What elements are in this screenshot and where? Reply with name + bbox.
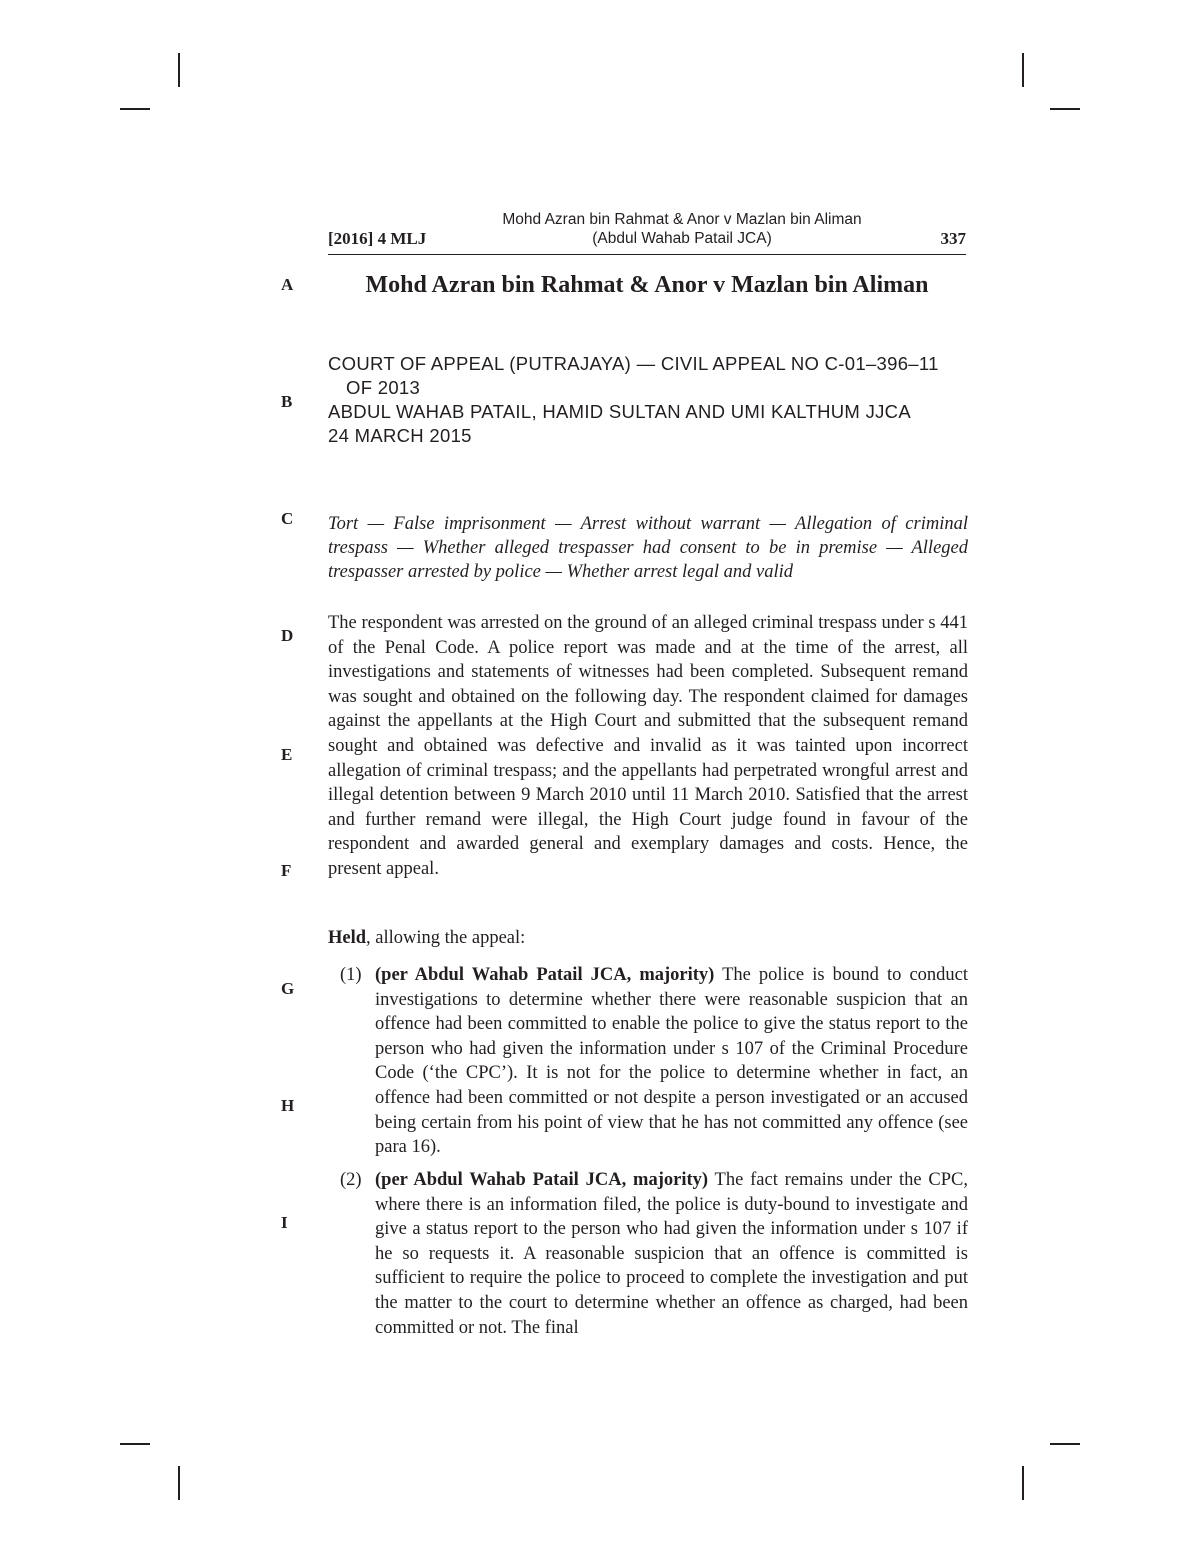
margin-marker: E: [281, 745, 293, 764]
running-title: [458, 210, 906, 248]
catchwords: Tort — False imprisonment — Arrest without warrant — Allegation of criminal trespass — Whether alleged trespasser had consent to be in premise — Alleged trespasser arrested by police — Whether arrest legal and valid: [328, 514, 968, 582]
margin-marker: B: [281, 392, 293, 411]
crop-mark: [178, 53, 180, 87]
margin-marker: F: [281, 861, 292, 880]
running-case-name: Mohd Azran bin Rahmat & Anor v Mazlan bin Aliman: [502, 211, 862, 228]
court-judges: ABDUL WAHAB PATAIL, HAMID SULTAN AND UMI KALTHUM JJCA: [328, 401, 911, 422]
citation: [2016] 4 MLJ: [328, 229, 427, 248]
running-header: [328, 210, 966, 255]
held-label: Held: [328, 928, 367, 948]
headnote-summary: The respondent was arrested on the ground of an alleged criminal trespass under s 441 of the Penal Code. A police report was made and at the time of the arrest, all investigations and statements of witnesses had been completed. Subsequent remand was sought and obtained on the following day. The respondent claimed for damages against the appellants at the High Court and submitted that the subsequent remand sought and obtained was defective and invalid as it was tainted upon incorrect allegation of criminal trespass; and the appellants had perpetrated wrongful arrest and illegal detention between 9 March 2010 until 11 March 2010. Satisfied that the arrest and further remand were illegal, the High Court judge found in favour of the respondent and awarded general and exemplary damages and costs. Hence, the present appeal.: [328, 613, 968, 879]
holding-lead: (per Abdul Wahab Patail JCA, majority): [375, 965, 715, 985]
crop-mark: [1022, 53, 1024, 87]
decision-date: 24 MARCH 2015: [328, 425, 472, 446]
crop-mark: [120, 1443, 150, 1445]
holding-number: (2): [340, 1170, 362, 1190]
margin-marker: G: [281, 979, 295, 998]
margin-marker: D: [281, 626, 294, 645]
crop-mark: [120, 108, 150, 110]
court-case-number: COURT OF APPEAL (PUTRAJAYA) — CIVIL APPEAL NO C-01–396–11 OF 2013: [328, 353, 939, 398]
holding-number: (1): [340, 965, 362, 985]
holding-lead: (per Abdul Wahab Patail JCA, majority): [375, 1170, 709, 1190]
held-rest: , allowing the appeal:: [366, 928, 526, 948]
case-title: Mohd Azran bin Rahmat & Anor v Mazlan bin Aliman: [365, 272, 929, 298]
crop-mark: [178, 1466, 180, 1500]
holding-body: The fact remains under the CPC, where there is an information filed, the police is duty-bound to investigate and give a status report to the person who had given the information under s 107 if he so requests it. A reasonable suspicion that an offence is committed is sufficient to require the police to proceed to complete the investigation and put the matter to the court to determine whether an offence as charged, had been committed or not. The final: [375, 1170, 969, 1338]
margin-marker: H: [281, 1096, 295, 1115]
holding-text: [375, 963, 968, 1160]
margin-marker: C: [281, 509, 294, 528]
page-number: 337: [940, 229, 966, 248]
crop-mark: [1050, 1443, 1080, 1445]
held-line: [328, 926, 968, 951]
margin-marker: I: [281, 1213, 288, 1232]
court-details: [328, 352, 968, 448]
holding-item: [328, 1168, 968, 1340]
running-judge: (Abdul Wahab Patail JCA): [592, 230, 772, 247]
crop-mark: [1022, 1466, 1024, 1500]
margin-marker: A: [281, 275, 294, 294]
holding-item: [328, 963, 968, 1160]
crop-mark: [1050, 108, 1080, 110]
holding-text: [375, 1168, 968, 1340]
holding-body: The police is bound to conduct investigations to determine whether there were reasonable suspicion that an offence had been committed to enable the police to give the status report to the person who had given the information under s 107 of the Criminal Procedure Code (‘the CPC’). It is not for the police to determine whether in fact, an offence had been committed or not despite a person investigated or an accused being certain from his point of view that he has not committed any offence (see para 16).: [375, 965, 969, 1158]
